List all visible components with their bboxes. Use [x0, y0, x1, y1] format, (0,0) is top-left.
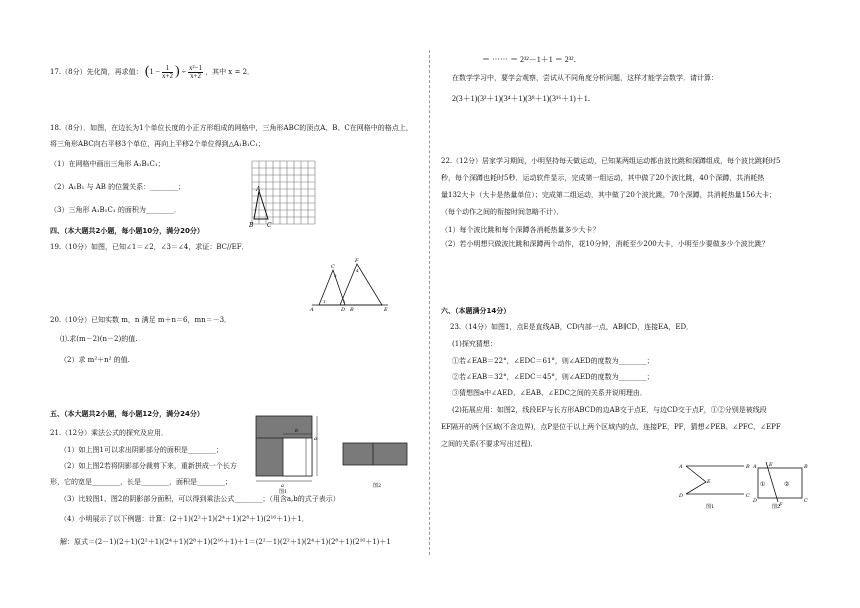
fig1-dim-a: a	[314, 436, 317, 442]
q23-sub1b: ②若∠EAB＝32°，∠EDC＝45°，则∠AED的度数为________；	[452, 373, 654, 381]
q23-fig-b	[752, 462, 812, 510]
q23-sub2b: EF隔开的两个区域(不含边界)，点P是位于以上两个区域内的点，连接PE，PF，猜想∠PEB、∠PFC、∠EPF	[441, 423, 781, 431]
grid-label-b: B	[249, 222, 254, 229]
fig2-rect	[341, 440, 411, 490]
tri-label-b: B	[350, 307, 354, 313]
q22-line4: （每个动作之间的衔接时间忽略不计）．	[441, 208, 564, 216]
section-6-heading: 六、（本题满分14分）	[441, 307, 511, 315]
g1-label-a: A	[679, 464, 683, 470]
q23-sub1c: ③猜想图a中∠AED、∠EAB、∠EDC之间的关系并说明理由．	[452, 389, 647, 397]
q23-line1: 23.（14分）如图1，点E是直线AB，CD内部一点，AB∥CD，连接EA，ED．	[450, 323, 694, 331]
q21-sub4: （4）小明展示了以下例题：计算：(2＋1)(2²＋1)(2⁴＋1)(2⁸＋1)(2¹⁶＋1)＋1．	[60, 515, 309, 523]
g2-fig-label: 图2	[772, 504, 781, 510]
grid-label-c: C	[267, 222, 272, 229]
q18-sub2: （2）A₁B₁ 与 AB 的位置关系：________；	[50, 183, 186, 191]
q20-sub1: ⑴.求(m－2)(n－2)的值.	[60, 335, 138, 343]
cont-expression: 2(3＋1)(3²＋1)(3⁴＋1)(3⁸＋1)(3¹⁶＋1)＋1．	[452, 94, 596, 103]
tri-label-f: F	[355, 258, 359, 264]
q21-sub2a: （2）如上图2若将阴影部分裁剪下来，重新拼成一个长方	[60, 462, 237, 470]
q17	[50, 64, 254, 80]
q18-line1: 18.（8分）．如图，在边长为1个单位长度的小正方形组成的网格中，三角形ABC的顶点A、B、C在网格中的格点上，	[50, 124, 413, 132]
q23-sub1a: ①若∠EAB＝22°，∠EDC＝61°，则∠AED的度数为________；	[452, 357, 654, 365]
q21-sub2b: 形，它的宽是________，长是________，面积是________；	[50, 478, 232, 486]
grid-figure	[249, 161, 322, 229]
cont-line: ＝ ······ ＝ 2³²－1＋1 ＝ 2³²．	[482, 55, 582, 64]
g1-fig-label: 图1	[706, 504, 715, 510]
q21-solution: 解：原式＝(2－1)(2＋1)(2²＋1)(2⁴＋1)(2⁸＋1)(2¹⁶＋1)＋1＝(2²－1)(2²＋1)(2⁴＋1)(2⁸＋1)(2¹⁶＋1)＋1	[60, 538, 391, 546]
tri-angle-4: 4	[356, 268, 359, 273]
q22-line1: 22.（12分）居家学习期间，小明坚持每天做运动，已知某两组运动都由波比跳和深蹲组成，每个波比跳耗时5	[441, 157, 781, 165]
q21-sub1: （1）如上图1可以求出阴影部分的面积是________；	[60, 446, 223, 454]
q20-sub2: （2）求 m²＋n² 的值.	[60, 356, 130, 364]
tri-label-c: C	[331, 264, 335, 270]
g1-label-e: E	[707, 479, 711, 485]
fig1-dim-a-bottom: a	[281, 483, 284, 489]
q23-sub2c: 之间的关系(不要求写出过程)．	[441, 440, 538, 448]
q18-line2: 将三角形ABC向右平移3个单位，再向上平移2个单位得到△A₁B₁C₁；	[50, 140, 265, 148]
g2-label-d: D	[753, 498, 758, 504]
q17-tail: ，其中 x = 2．	[205, 67, 255, 76]
fig1-square	[253, 414, 333, 494]
g1-label-c: C	[746, 493, 750, 499]
fig2-label: 图2	[373, 483, 382, 489]
section-4-heading: 四、（本大题共2小题，每小题10分，满分20分）	[50, 227, 204, 235]
g2-label-e: E	[769, 462, 773, 468]
g2-label-b: B	[804, 464, 808, 470]
g2-region-2: ②	[784, 481, 790, 488]
q22-sub1: （1）每个波比跳和每个深蹲各消耗热量多少大卡？	[441, 226, 600, 234]
q17-frac1-num: 1	[162, 65, 173, 73]
g2-label-a: A	[753, 464, 757, 470]
q22-sub2: （2）若小明想只做波比跳和深蹲两个动作，花10分钟，消耗至少200大卡，小明至少要做多少个波比跳？	[441, 240, 769, 248]
fig1-dim-b: b	[295, 428, 299, 434]
q21-line1: 21.（12分）乘法公式的探究及应用．	[50, 429, 169, 437]
q23-fig-a	[676, 462, 752, 510]
q22-line2: 秒，每个深蹲也耗时5秒．运动软件显示，完成第一组运动，其中做了20个波比跳，40个深蹲，共消耗热	[441, 174, 765, 182]
q20-line1: 20.（10分）已知实数 m，n 满足 m＋n＝6，mn＝－3．	[50, 316, 232, 324]
tri-label-e: E	[384, 307, 388, 313]
q18-sub3: （3）三角形 A₁B₁C₁ 的面积为________．	[50, 206, 181, 214]
column-divider	[429, 50, 430, 555]
g2-label-c: C	[804, 498, 808, 504]
triangles-figure	[312, 257, 392, 312]
q17-frac1-den: x+2	[162, 71, 173, 80]
g1-label-d: D	[679, 493, 684, 499]
q23-sub1: (1)探究猜想：	[452, 340, 497, 348]
g2-label-f: F	[779, 502, 783, 508]
q21-sub3: （3）比较图1、图2的阴影部分面积，可以得到乘法公式________；（用含a,b的式子表示）	[60, 495, 340, 503]
q23-sub2a: (2)拓展应用：如图2，线段EF与长方形ABCD的边AB交于点E，与边CD交于点F，①②分别是被线段	[452, 406, 767, 414]
g2-region-1: ①	[760, 481, 766, 488]
q18-sub1: （1）在网格中画出三角形 A₁B₁C₁；	[50, 160, 165, 168]
section-5-heading: 五、（本大题共2小题，每小题12分，满分24分）	[50, 410, 204, 418]
tri-angle-2: 2	[343, 299, 346, 304]
q17-frac2-den: x+2	[190, 71, 202, 80]
q22-line3: 量132大卡（大卡是热量单位）；完成第二组运动，其中做了20个波比跳，70个深蹲，共消耗热量156大卡；	[441, 191, 777, 199]
tri-label-d: D	[341, 307, 346, 313]
g1-label-b: B	[746, 464, 750, 470]
tri-angle-1: 1	[323, 299, 326, 304]
q17-label: 17.（8分）先化简，再求值：	[50, 67, 143, 76]
fig1-label: 图1	[279, 489, 288, 495]
cont-text: 在数学学习中，要学会观察，尝试从不同角度分析问题，这样才能学会数学．请计算：	[452, 74, 718, 82]
q19: 19.（10分）如图，已知∠1＝∠2，∠3＝∠4，求证：BC//EF．	[50, 243, 249, 251]
q17-expression: (1 − $\frac{1}{x+2}$ ) ÷ $\frac{\text{x²−1}}{x+2}$	[144, 63, 203, 80]
tri-angle-3: 3	[334, 273, 337, 278]
grid-label-a: A	[256, 186, 261, 193]
q17-frac2-num: x²−1	[189, 63, 203, 72]
tri-label-a: A	[310, 307, 314, 313]
